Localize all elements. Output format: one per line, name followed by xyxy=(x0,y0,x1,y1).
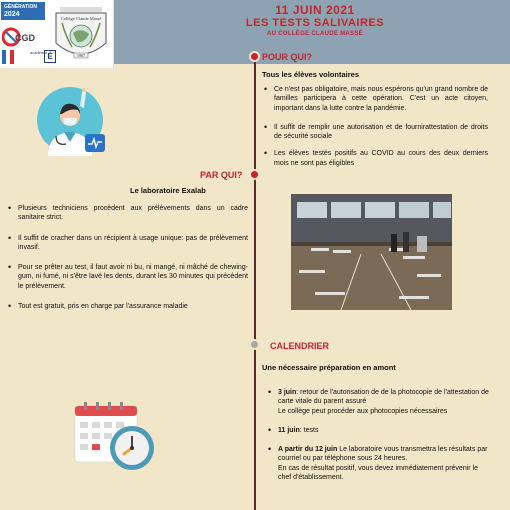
calendrier-list xyxy=(266,388,492,482)
crest-year: 1967 xyxy=(77,53,85,58)
calendar-date: 3 juin xyxy=(278,389,297,396)
calendar-text: Le laboratoire vous transmettra les résultats par courriel ou par téléphone sous 24 heures. xyxy=(278,446,488,463)
timeline-dot-pour-qui xyxy=(249,51,260,62)
page-title: LES TESTS SALIVAIRES xyxy=(245,17,385,29)
calendar-text: : retour de l'autorisation de de la photocopie de l'attestation de carte vitale du parent assuré xyxy=(278,389,489,406)
timeline-line xyxy=(254,56,256,510)
page-subtitle: AU COLLÈGE CLAUDE MASSÉ xyxy=(267,31,363,37)
cgd-text: CGD xyxy=(15,33,35,43)
list-item xyxy=(266,445,492,482)
list-item: • Il suffit de remplir une autorisation et de fournirattestation de droits de sécurité sociale xyxy=(262,123,488,142)
pour-qui-list xyxy=(262,85,488,168)
calendar-extra: Le collège peut procéder aux photocopies nécessaires xyxy=(278,407,448,415)
list-item: • Les élèves testés positifs au COVID au cours des deux derniers mois ne sont pas éligibles xyxy=(262,149,488,168)
par-qui-title: PAR QUI? xyxy=(200,170,243,180)
calendar-text: : tests xyxy=(299,426,319,434)
list-item xyxy=(266,388,492,416)
pour-qui-title: POUR QUI? xyxy=(262,52,313,62)
par-qui-list xyxy=(6,204,248,311)
generation-badge xyxy=(1,2,45,20)
academie-label: académie xyxy=(30,50,48,55)
crest-icon xyxy=(52,3,110,65)
calendar-clock-icon xyxy=(74,402,156,472)
calendrier-subtitle: Une nécessaire préparation en amont xyxy=(262,363,396,372)
calendar-date: 11 juin xyxy=(278,426,300,434)
list-item: • Tout est gratuit, pris en charge par l'assurance maladie xyxy=(6,302,248,311)
list-item: • Plusieurs techniciens procèdent aux prélèvements dans un cadre sanitaire strict. xyxy=(6,204,248,223)
generation-year: 2024 xyxy=(4,11,20,18)
timeline-dot-par-qui xyxy=(249,169,260,180)
list-item xyxy=(266,426,492,435)
list-item: • Pour se prêter au test, il faut avoir ni bu, ni mangé, ni mâché de chewing-gum, ni fumé, ni s'être lavé les dents, durant les 30 minutes qui précèdent le prélèvement. xyxy=(6,263,248,291)
list-item: • Il suffit de cracher dans un récipient à usage unique: pas de prélèvement invasif. xyxy=(6,234,248,253)
calendar-extra: En cas de résultat positif, vous devez immédiatement prévenir le chef d'établissement. xyxy=(278,464,478,482)
gym-photo-illustration xyxy=(291,194,452,310)
gym-photo xyxy=(291,194,452,310)
education-e-icon: É xyxy=(44,50,56,63)
header-date: 11 JUIN 2021 xyxy=(275,3,355,17)
par-qui-subtitle: Le laboratoire Exalab xyxy=(130,186,206,195)
list-item: • Ce n'est pas obligatoire, mais nous espérons qu'un grand nombre de familles participera à cette opération. C'est un acte citoyen, important dans la lutte contre la pandémie. xyxy=(262,85,488,113)
generation-label: GÉNÉRATION xyxy=(4,4,37,10)
calendrier-title: CALENDRIER xyxy=(270,341,330,351)
heartbeat-icon xyxy=(85,134,105,152)
calendar-date: A partir du 12 juin xyxy=(278,446,338,454)
flag-icon xyxy=(2,50,28,64)
crest-college-name: Collège Claude Massé xyxy=(60,16,102,21)
timeline-dot-calendrier xyxy=(249,339,260,350)
logo-box xyxy=(0,0,114,68)
pour-qui-subtitle: Tous les élèves volontaires xyxy=(262,70,359,79)
cgd-logo-icon xyxy=(2,26,38,48)
